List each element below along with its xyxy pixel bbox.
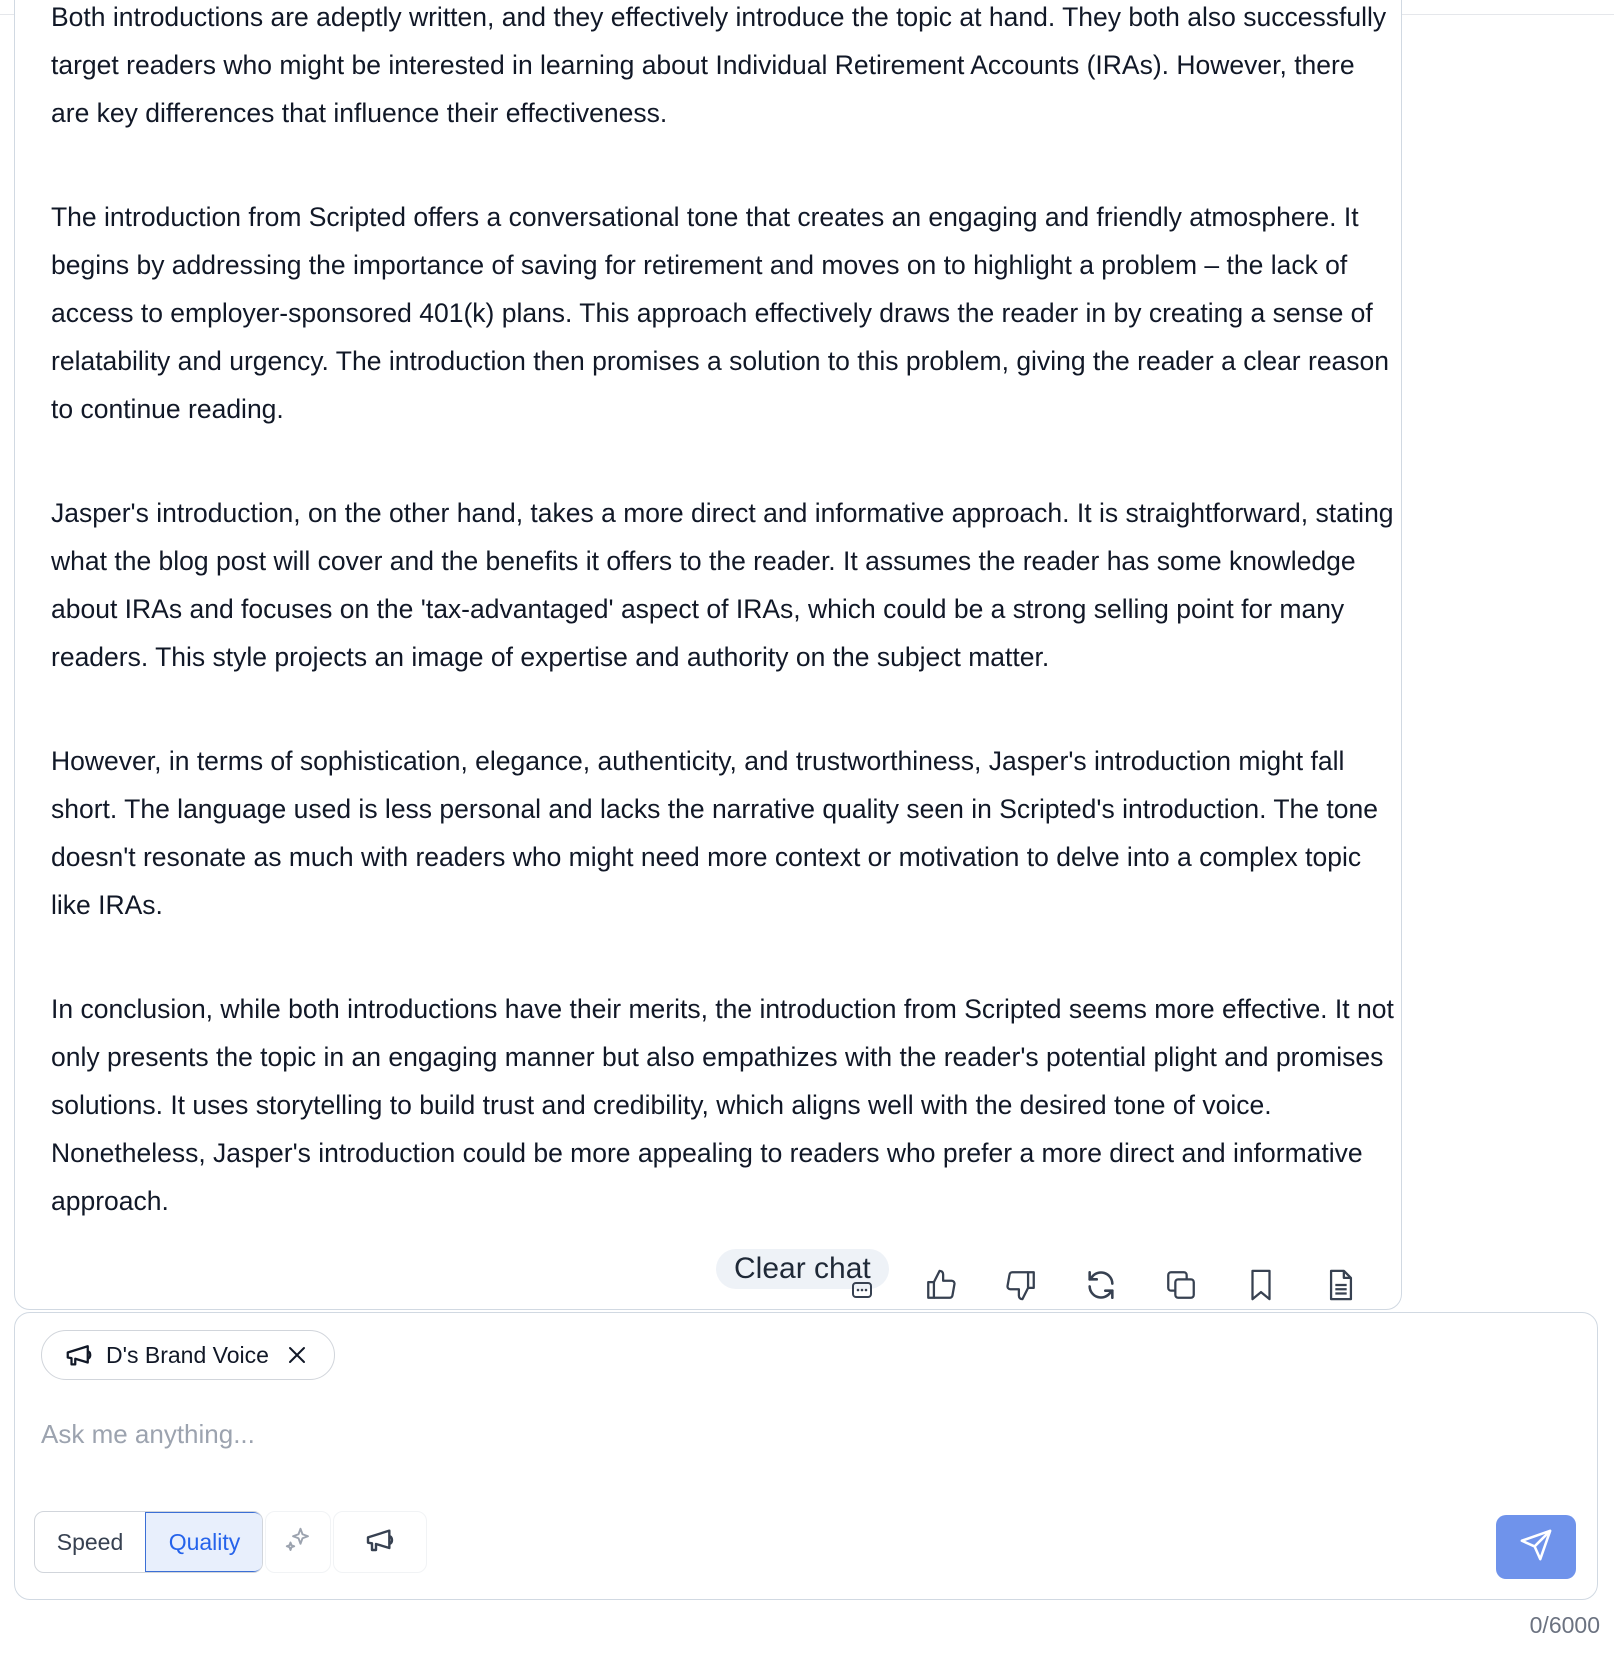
assistant-message-card [14, 0, 1402, 1310]
brand-voice-button[interactable] [333, 1511, 427, 1573]
thumbs-down-icon[interactable] [1004, 1268, 1038, 1302]
chat-bubble-icon [850, 1282, 874, 1302]
mode-toggle [34, 1511, 263, 1573]
prompt-input[interactable] [39, 1413, 1343, 1455]
message-paragraph: Jasper's introduction, on the other hand, takes a more direct and informative approach. It is straightforward, stating what the blog post will cover and the benefits it offers to the reader. It assumes the reader has some knowledge about IRAs and focuses on the 'tax-advantaged' aspect of IRAs, which could be a strong selling point for many readers. This style projects an image of expertise and authority on the subject matter. [51, 498, 1394, 672]
message-paragraph: Both introductions are adeptly written, and they effectively introduce the topic at hand. They both also successfully target readers who might be interested in learning about Individual Retirement Accounts (IRAs). However, there are key differences that influence their effectiveness. [51, 2, 1387, 128]
message-paragraph: However, in terms of sophistication, elegance, authenticity, and trustworthiness, Jasper's introduction might fall short. The language used is less personal and lacks the narrative quality seen in Scripted's introduction. The tone doesn't resonate as much with readers who might need more context or motivation to delve into a complex topic like IRAs. [51, 746, 1378, 920]
mode-speed-button[interactable]: Speed [56, 1528, 124, 1555]
chat-composer [14, 1312, 1598, 1600]
message-paragraph: In conclusion, while both introductions have their merits, the introduction from Scripted seems more effective. It not only presents the topic in an engaging manner but also empathizes with the reader's potential plight and promises solutions. It uses storytelling to build trust and credibility, which aligns well with the desired tone of voice. Nonetheless, Jasper's introduction could be more appealing to readers who prefer a more direct and informative approach. [51, 994, 1394, 1216]
message-paragraph: The introduction from Scripted offers a conversational tone that creates an engaging and friendly atmosphere. It begins by addressing the importance of saving for retirement and moves on to highlight a problem – the lack of access to employer-sponsored 401(k) plans. This approach effectively draws the reader in by creating a sense of relatability and urgency. The introduction then promises a solution to this problem, giving the reader a clear reason to continue reading. [51, 202, 1390, 424]
close-icon[interactable] [285, 1343, 309, 1367]
send-icon [1519, 1528, 1553, 1567]
assistant-message-text [51, 0, 1397, 1225]
clear-chat-button[interactable]: Clear chat [716, 1249, 889, 1289]
brand-voice-label: D's Brand Voice [106, 1341, 269, 1368]
brand-voice-chip[interactable] [41, 1330, 335, 1380]
document-icon[interactable] [1324, 1268, 1358, 1302]
sparkle-icon [283, 1525, 313, 1560]
megaphone-icon [364, 1524, 396, 1561]
regenerate-icon[interactable] [1084, 1268, 1118, 1302]
copy-icon[interactable] [1164, 1268, 1198, 1302]
send-button[interactable] [1496, 1515, 1576, 1579]
bookmark-icon[interactable] [1244, 1268, 1278, 1302]
megaphone-icon [64, 1340, 94, 1370]
thumbs-up-icon[interactable] [924, 1268, 958, 1302]
character-count: 0/6000 [1529, 1612, 1600, 1638]
sparkle-button[interactable] [265, 1511, 331, 1573]
mode-quality-button[interactable]: Quality [145, 1512, 263, 1572]
